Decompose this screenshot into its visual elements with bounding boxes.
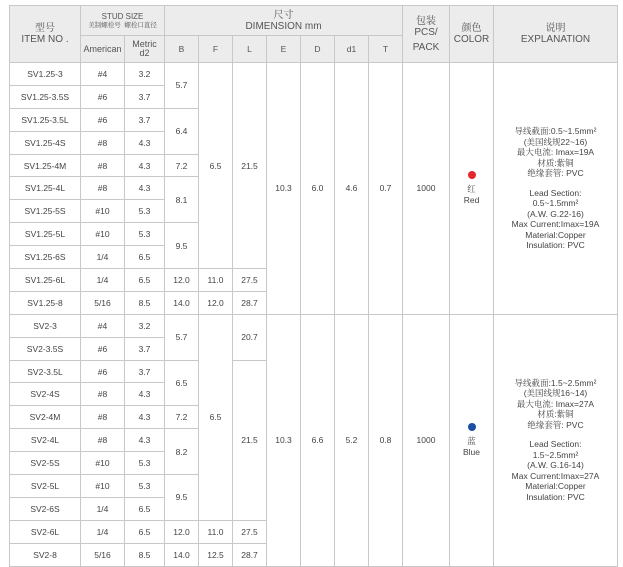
metric-size: 8.5 bbox=[125, 543, 165, 566]
item-no: SV1.25-3.5S bbox=[10, 85, 81, 108]
dim-b: 9.5 bbox=[165, 223, 199, 269]
metric-size: 8.5 bbox=[125, 291, 165, 314]
american-size: 5/16 bbox=[81, 543, 125, 566]
dim-b: 7.2 bbox=[165, 406, 199, 429]
item-no: SV1.25-3 bbox=[10, 63, 81, 86]
american-size: #8 bbox=[81, 429, 125, 452]
dim-f: 11.0 bbox=[199, 520, 233, 543]
item-no: SV1.25-4L bbox=[10, 177, 81, 200]
dim-b: 6.5 bbox=[165, 360, 199, 406]
american-size: #6 bbox=[81, 108, 125, 131]
table-row bbox=[10, 314, 618, 337]
item-no: SV2-4S bbox=[10, 383, 81, 406]
header-col-d1: d1 bbox=[335, 36, 369, 63]
metric-size: 4.3 bbox=[125, 383, 165, 406]
metric-size: 4.3 bbox=[125, 406, 165, 429]
american-size: #4 bbox=[81, 63, 125, 86]
item-no: SV2-5L bbox=[10, 475, 81, 498]
explanation: 导线截面:1.5~2.5mm² (美国线规16~14) 最大电流: Imax=27A 材质:紫铜 绝缘套管: PVC Lead Section: 1.5~2.5mm² (A.W. G.16-14) Max Current:Imax=27A Material:Copper Insulation: PVC bbox=[494, 314, 618, 566]
dim-b: 14.0 bbox=[165, 291, 199, 314]
dim-d: 6.0 bbox=[301, 63, 335, 315]
explanation: 导线截面:0.5~1.5mm² (美国线规22~16) 最大电流: Imax=19A 材质:紫铜 绝缘套管: PVC Lead Section: 0.5~1.5mm² (A.W. G.22-16) Max Current:Imax=19A Material:Copper Insulation: PVC bbox=[494, 63, 618, 315]
metric-size: 6.5 bbox=[125, 246, 165, 269]
metric-size: 4.3 bbox=[125, 177, 165, 200]
dim-b: 5.7 bbox=[165, 314, 199, 360]
header-metric: Metric d2 bbox=[125, 36, 165, 63]
dim-b: 12.0 bbox=[165, 520, 199, 543]
header-col-l: L bbox=[233, 36, 267, 63]
dim-e: 10.3 bbox=[267, 314, 301, 566]
american-size: #6 bbox=[81, 360, 125, 383]
dim-l: 21.5 bbox=[233, 360, 267, 520]
dim-f: 6.5 bbox=[199, 314, 233, 520]
item-no: SV2-6S bbox=[10, 497, 81, 520]
metric-size: 6.5 bbox=[125, 520, 165, 543]
metric-size: 4.3 bbox=[125, 154, 165, 177]
dim-d: 6.6 bbox=[301, 314, 335, 566]
dim-l: 21.5 bbox=[233, 63, 267, 269]
american-size: #6 bbox=[81, 85, 125, 108]
item-no: SV2-6L bbox=[10, 520, 81, 543]
item-no: SV1.25-4S bbox=[10, 131, 81, 154]
dim-l: 20.7 bbox=[233, 314, 267, 360]
dim-b: 5.7 bbox=[165, 63, 199, 109]
american-size: 5/16 bbox=[81, 291, 125, 314]
american-size: #8 bbox=[81, 177, 125, 200]
metric-size: 3.2 bbox=[125, 314, 165, 337]
metric-size: 3.7 bbox=[125, 85, 165, 108]
dim-f: 12.5 bbox=[199, 543, 233, 566]
american-size: #8 bbox=[81, 383, 125, 406]
dim-f: 12.0 bbox=[199, 291, 233, 314]
metric-size: 5.3 bbox=[125, 200, 165, 223]
dim-l: 28.7 bbox=[233, 543, 267, 566]
dim-e: 10.3 bbox=[267, 63, 301, 315]
header-dimension: 尺寸 DIMENSION mm bbox=[165, 6, 403, 36]
item-no: SV2-4M bbox=[10, 406, 81, 429]
american-size: 1/4 bbox=[81, 246, 125, 269]
metric-size: 5.3 bbox=[125, 475, 165, 498]
dim-t: 0.8 bbox=[369, 314, 403, 566]
american-size: #6 bbox=[81, 337, 125, 360]
pack-qty: 1000 bbox=[403, 314, 450, 566]
dim-b: 8.2 bbox=[165, 429, 199, 475]
metric-size: 3.2 bbox=[125, 63, 165, 86]
metric-size: 4.3 bbox=[125, 429, 165, 452]
item-no: SV1.25-4M bbox=[10, 154, 81, 177]
metric-size: 6.5 bbox=[125, 497, 165, 520]
header-item: 型号 ITEM NO . bbox=[10, 6, 81, 63]
dim-b: 8.1 bbox=[165, 177, 199, 223]
item-no: SV1.25-5S bbox=[10, 200, 81, 223]
metric-size: 3.7 bbox=[125, 108, 165, 131]
header-explanation: 说明 EXPLANATION bbox=[494, 6, 618, 63]
metric-size: 3.7 bbox=[125, 360, 165, 383]
item-no: SV2-5S bbox=[10, 452, 81, 475]
metric-size: 3.7 bbox=[125, 337, 165, 360]
item-no: SV2-3.5L bbox=[10, 360, 81, 383]
american-size: #8 bbox=[81, 406, 125, 429]
dim-l: 27.5 bbox=[233, 520, 267, 543]
header-pack: 包装 PCS/ PACK bbox=[403, 6, 450, 63]
header-col-e: E bbox=[267, 36, 301, 63]
american-size: #10 bbox=[81, 223, 125, 246]
american-size: #10 bbox=[81, 200, 125, 223]
blue-dot-icon bbox=[468, 423, 476, 431]
metric-size: 5.3 bbox=[125, 223, 165, 246]
color-cell: 红 Red bbox=[450, 63, 494, 315]
item-no: SV1.25-3.5L bbox=[10, 108, 81, 131]
header-stud-size: STUD SIZE 美制螺栓号 螺栓口直径 bbox=[81, 6, 165, 36]
item-no: SV2-8 bbox=[10, 543, 81, 566]
american-size: #10 bbox=[81, 452, 125, 475]
color-cell: 蓝 Blue bbox=[450, 314, 494, 566]
item-no: SV2-3.5S bbox=[10, 337, 81, 360]
american-size: 1/4 bbox=[81, 520, 125, 543]
american-size: 1/4 bbox=[81, 497, 125, 520]
dim-d1: 4.6 bbox=[335, 63, 369, 315]
item-no: SV1.25-6S bbox=[10, 246, 81, 269]
item-no: SV2-4L bbox=[10, 429, 81, 452]
dim-f: 6.5 bbox=[199, 63, 233, 269]
dim-l: 27.5 bbox=[233, 269, 267, 292]
dim-f: 11.0 bbox=[199, 269, 233, 292]
dim-b: 14.0 bbox=[165, 543, 199, 566]
metric-size: 5.3 bbox=[125, 452, 165, 475]
header-american: American bbox=[81, 36, 125, 63]
american-size: #4 bbox=[81, 314, 125, 337]
dim-t: 0.7 bbox=[369, 63, 403, 315]
item-no: SV1.25-5L bbox=[10, 223, 81, 246]
header-col-f: F bbox=[199, 36, 233, 63]
metric-size: 4.3 bbox=[125, 131, 165, 154]
dim-d1: 5.2 bbox=[335, 314, 369, 566]
item-no: SV2-3 bbox=[10, 314, 81, 337]
american-size: #8 bbox=[81, 131, 125, 154]
american-size: #10 bbox=[81, 475, 125, 498]
header-color: 颜色 COLOR bbox=[450, 6, 494, 63]
header-col-d: D bbox=[301, 36, 335, 63]
american-size: 1/4 bbox=[81, 269, 125, 292]
table-row bbox=[10, 63, 618, 86]
header-col-t: T bbox=[369, 36, 403, 63]
pack-qty: 1000 bbox=[403, 63, 450, 315]
item-no: SV1.25-8 bbox=[10, 291, 81, 314]
red-dot-icon bbox=[468, 171, 476, 179]
dim-b: 7.2 bbox=[165, 154, 199, 177]
dim-b: 9.5 bbox=[165, 475, 199, 521]
dim-b: 12.0 bbox=[165, 269, 199, 292]
spec-table bbox=[9, 5, 618, 567]
item-no: SV1.25-6L bbox=[10, 269, 81, 292]
american-size: #8 bbox=[81, 154, 125, 177]
dim-l: 28.7 bbox=[233, 291, 267, 314]
metric-size: 6.5 bbox=[125, 269, 165, 292]
dim-b: 6.4 bbox=[165, 108, 199, 154]
header-col-b: B bbox=[165, 36, 199, 63]
